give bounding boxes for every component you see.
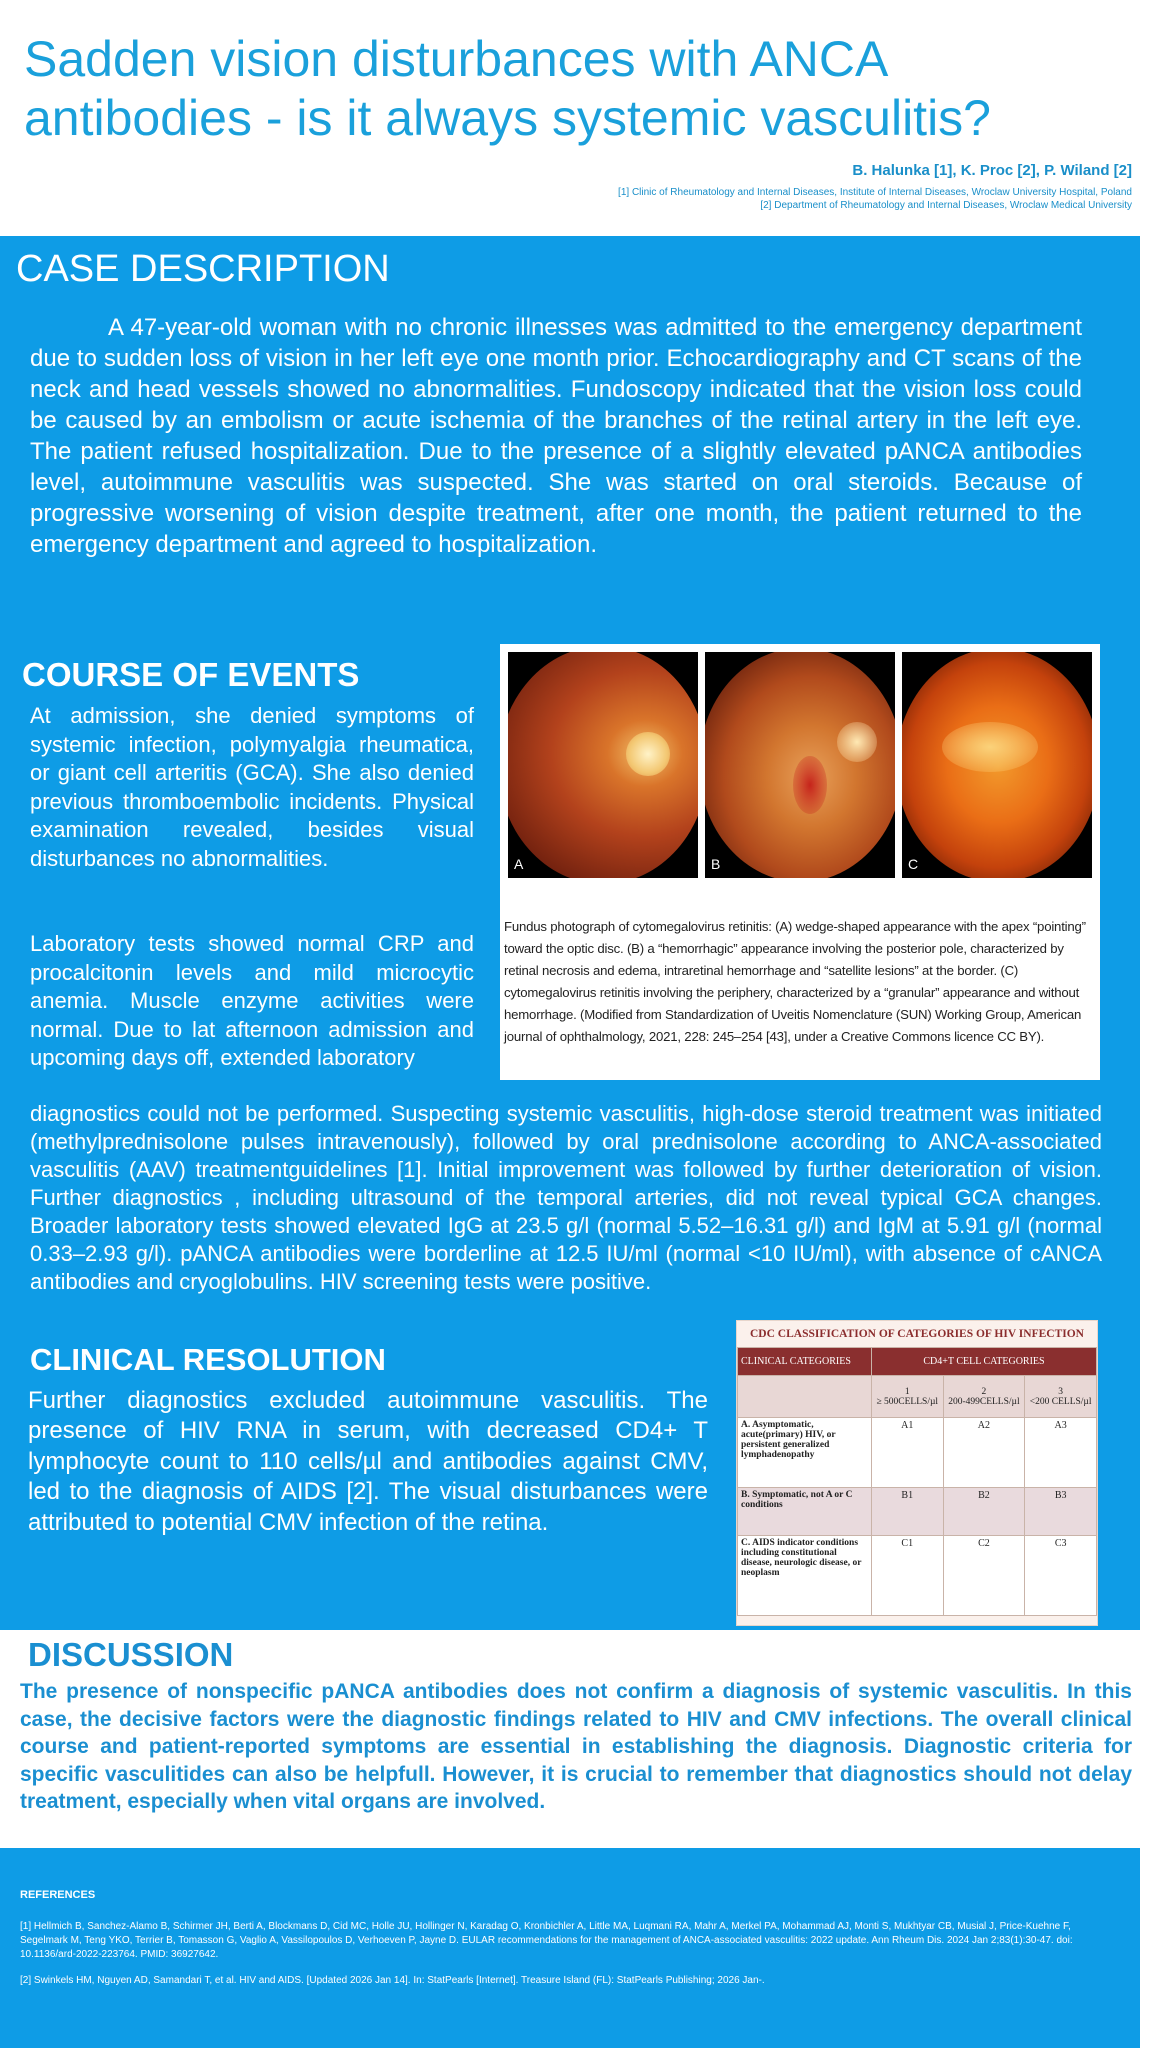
col-cd4-categories: CD4+T CELL CATEGORIES	[872, 1348, 1097, 1376]
table-cell: C2	[943, 1536, 1025, 1616]
affiliation-2: [2] Department of Rheumatology and Internal Diseases, Wroclaw Medical University	[760, 200, 1132, 211]
cdc-table-title: CDC CLASSIFICATION OF CATEGORIES OF HIV INFECTION	[750, 1328, 1084, 1340]
row-label-c: C. AIDS indicator conditions including constitutional disease, neurologic disease, or neoplasm	[738, 1536, 872, 1616]
table-cell: A2	[943, 1418, 1025, 1488]
fundus-figure	[500, 644, 1100, 1080]
table-cell: A1	[872, 1418, 944, 1488]
photo-label-b: B	[711, 856, 721, 872]
cdc-table	[737, 1347, 1097, 1616]
events-paragraph-1: At admission, she denied symptoms of systemic infection, polymyalgia rheumatica, or giant cell arteritis (GCA). She also denied previous thromboembolic incidents. Physical examination revealed, besides visual disturbances no abnormalities.	[30, 703, 474, 871]
case-description-text: A 47-year-old woman with no chronic illnesses was admitted to the emergency department due to sudden loss of vision in her left eye one month prior. Echocardiography and CT scans of the neck and head vessels showed no abnormalities. Fundoscopy indicated that the vision loss could be caused by an embolism or acute ischemia of the branches of the retinal artery in the left eye. The patient refused hospitalization. Due to the presence of a slightly elevated pANCA antibodies level, autoimmune vasculitis was suspected. She was started on oral steroids. Because of progressive worsening of vision despite treatment, after one month, the patient returned to the emergency department and agreed to hospitalization.	[30, 314, 1082, 558]
cd4-category-2	[943, 1376, 1025, 1418]
cd4-category-1	[872, 1376, 944, 1418]
table-cell: C1	[872, 1536, 944, 1616]
affiliation-1: [1] Clinic of Rheumatology and Internal Diseases, Institute of Internal Diseases, Wroclaw University Hospital, Poland	[618, 187, 1132, 198]
col-clinical-categories: CLINICAL CATEGORIES	[738, 1348, 872, 1376]
discussion-text: The presence of nonspecific pANCA antibodies does not confirm a diagnosis of systemic vasculitis. In this case, the decisive factors were the diagnostic findings related to HIV and CMV infections. The overall clinical course and patient-reported symptoms are essential in establishing the diagnosis. Diagnostic criteria for specific vasculitides can also be helpfull. However, it is crucial to remember that diagnostics should not delay treatment, especially when vital organs are involved.	[20, 1680, 1132, 1814]
table-cell: B3	[1025, 1488, 1097, 1536]
fundus-photos	[508, 652, 1092, 878]
cdc-classification-table	[736, 1320, 1098, 1626]
table-row	[738, 1536, 1097, 1616]
right-margin	[1140, 236, 1152, 2048]
poster-header	[0, 0, 1152, 236]
table-row	[738, 1488, 1097, 1536]
discussion-heading: DISCUSSION	[28, 1636, 234, 1673]
cd4-category-range: 200-499CELLS/µl	[948, 1396, 1020, 1407]
figure-caption: Fundus photograph of cytomegalovirus retinitis: (A) wedge-shaped appearance with the apex “pointing” toward the optic disc. (B) a “hemorrhagic” appearance involving the posterior pole, characterized by retinal necrosis and edema, intraretinal hemorrhage and “satellite lesions” at the border. (C) cytomegalovirus retinitis involving the periphery, characterized by a “granular” appearance and without hemorrhage. (Modified from Standardization of Uveitis Nomenclature (SUN) Working Group, American journal of ophthalmology, 2021, 228: 245–254 [43], under a Creative Commons licence CC BY).	[504, 919, 1086, 1044]
clinical-resolution-heading: CLINICAL RESOLUTION	[30, 1342, 386, 1377]
clinical-resolution-text: Further diagnostics excluded autoimmune vasculitis. The presence of HIV RNA in serum, with decreased CD4+ T lymphocyte count to 110 cells/µl and antibodies against CMV, led to the diagnosis of AIDS [2]. The visual disturbances were attributed to potential CMV infection of the retina.	[28, 1387, 708, 1536]
events-paragraph-2: Laboratory tests showed normal CRP and procalcitonin levels and mild microcytic anemia. Muscle enzyme activities were normal. Due to lat afternoon admission and upcoming days off, extended laboratory	[30, 931, 474, 1071]
row-label-a: A. Asymptomatic, acute(primary) HIV, or persistent generalized lymphadenopathy	[738, 1418, 872, 1488]
row-label-b: B. Symptomatic, not A or C conditions	[738, 1488, 872, 1536]
table-cell: C3	[1025, 1536, 1097, 1616]
reference-1: [1] Hellmich B, Sanchez-Alamo B, Schirmer JH, Berti A, Blockmans D, Cid MC, Holle JU, Hollinger N, Karadag O, Kronbichler A, Little MA, Luqmani RA, Mahr A, Merkel PA, Mohammad AJ, Monti S, Mukhtyar CB, Musial J, Price-Kuehne F, Segelmark M, Teng YKO, Terrier B, Tomasson G, Vaglio A, Vassilopoulos D, Verhoeven P, Jayne D. EULAR recommendations for the management of ANCA-associated vasculitis: 2022 update. Ann Rheum Dis. 2024 Jan 2;83(1):30-47. doi: 10.1136/ard-2022-223764. PMID: 36927642.	[20, 1921, 1073, 1960]
events-paragraph-3: diagnostics could not be performed. Suspecting systemic vasculitis, high-dose steroid treatment was initiated (methylprednisolone pulses intravenously), followed by oral prednisolone according to ANCA-associated vasculitis (AAV) treatmentguidelines [1]. Initial improvement was followed by further deterioration of vision. Further diagnostics , including ultrasound of the temporal arteries, did not reveal typical GCA changes. Broader laboratory tests showed elevated IgG at 23.5 g/l (normal 5.52–16.31 g/l) and IgM at 5.91 g/l (normal 0.33–2.93 g/l). pANCA antibodies were borderline at 12.5 IU/ml (normal <10 IU/ml), with absence of cANCA antibodies and cryoglobulins. HIV screening tests were positive.	[30, 1101, 1102, 1294]
course-of-events-heading: COURSE OF EVENTS	[22, 656, 360, 693]
cd4-category-3	[1025, 1376, 1097, 1418]
photo-label-a: A	[514, 856, 524, 872]
authors: B. Halunka [1], K. Proc [2], P. Wiland [2]	[852, 162, 1132, 179]
fundus-photo-c	[902, 652, 1092, 878]
cd4-category-num: 3	[1058, 1386, 1064, 1397]
cd4-category-range: <200 CELLS/µl	[1029, 1396, 1092, 1407]
cd4-category-num: 2	[981, 1386, 987, 1397]
case-description-heading: CASE DESCRIPTION	[16, 248, 390, 290]
poster-title: Sadden vision disturbances with ANCA antibodies - is it always systemic vasculitis?	[24, 31, 991, 146]
reference-2: [2] Swinkels HM, Nguyen AD, Samandari T, et al. HIV and AIDS. [Updated 2026 Jan 14]. In: StatPearls [Internet]. Treasure Island (FL): StatPearls Publishing; 2026 Jan-.	[20, 1975, 765, 1986]
table-cell: B1	[872, 1488, 944, 1536]
fundus-photo-a	[508, 652, 698, 878]
cd4-category-range: ≥ 500CELLS/µl	[876, 1396, 939, 1407]
table-cell: A3	[1025, 1418, 1097, 1488]
table-cell: B2	[943, 1488, 1025, 1536]
fundus-photo-b	[705, 652, 895, 878]
references-heading: REFERENCES	[20, 1889, 96, 1901]
table-row	[738, 1418, 1097, 1488]
cd4-category-num: 1	[904, 1386, 910, 1397]
photo-label-c: C	[908, 856, 919, 872]
table-cell	[738, 1376, 872, 1418]
